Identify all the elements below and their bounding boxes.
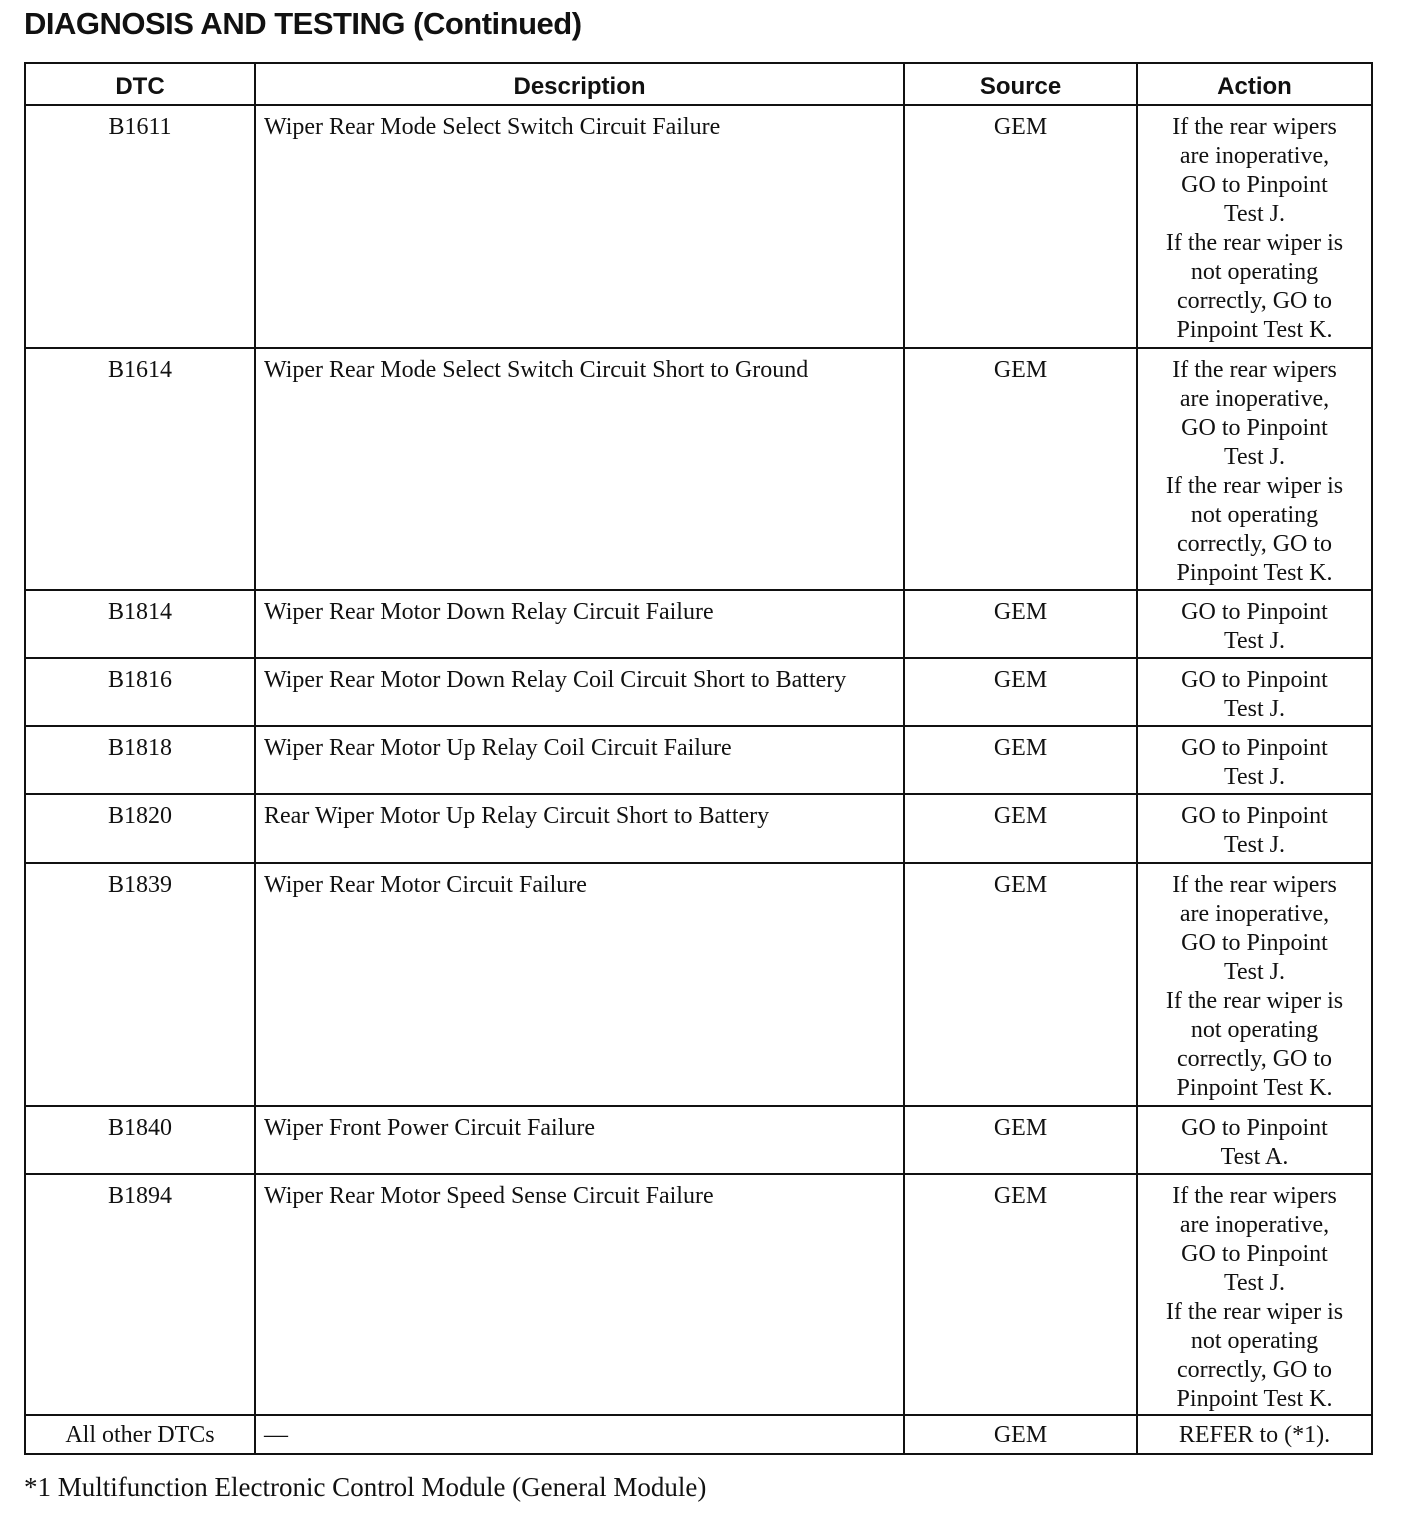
- dtc-action: [1137, 105, 1372, 348]
- action-line: Test J.: [1224, 201, 1285, 227]
- action-line: are inoperative,: [1179, 1212, 1330, 1238]
- action-line: correctly, GO to: [1176, 531, 1333, 557]
- dtc-source: GEM: [904, 1174, 1137, 1415]
- dtc-action: [1137, 1106, 1372, 1174]
- action-line: GO to Pinpoint: [1181, 415, 1328, 441]
- dtc-code: B1840: [25, 1106, 255, 1174]
- action-line: Test J.: [1224, 696, 1285, 722]
- action-line: not operating: [1190, 1017, 1319, 1043]
- dtc-source: GEM: [904, 863, 1137, 1106]
- table-row: [25, 348, 1372, 590]
- table-row: [25, 726, 1372, 794]
- action-line: Test J.: [1224, 959, 1285, 985]
- action-line: Test J.: [1224, 832, 1285, 858]
- header-dtc: DTC: [25, 63, 255, 105]
- header-action: Action: [1137, 63, 1372, 105]
- action-line: Pinpoint Test K.: [1176, 1386, 1333, 1412]
- dtc-description: Wiper Rear Motor Down Relay Circuit Failure: [255, 590, 904, 658]
- action-line: If the rear wipers: [1172, 1183, 1337, 1209]
- dtc-description: Wiper Rear Mode Select Switch Circuit Short to Ground: [255, 348, 904, 590]
- action-line: GO to Pinpoint: [1181, 667, 1328, 693]
- table-row: [25, 590, 1372, 658]
- dtc-code: B1839: [25, 863, 255, 1106]
- action-line: Test J.: [1224, 628, 1285, 654]
- action-line: If the rear wipers: [1172, 114, 1337, 140]
- action-line: correctly, GO to: [1176, 1357, 1333, 1383]
- action-line: GO to Pinpoint: [1181, 599, 1328, 625]
- dtc-action: [1137, 590, 1372, 658]
- dtc-description: Rear Wiper Motor Up Relay Circuit Short to Battery: [255, 794, 904, 863]
- action-line: Test A.: [1220, 1144, 1289, 1170]
- action-line: GO to Pinpoint: [1181, 1241, 1328, 1267]
- dtc-source: GEM: [904, 348, 1137, 590]
- footnote: *1 Multifunction Electronic Control Module (General Module): [24, 1472, 707, 1502]
- action-line: not operating: [1190, 259, 1319, 285]
- action-line: Test J.: [1224, 764, 1285, 790]
- table-row: [25, 863, 1372, 1106]
- dtc-table: [24, 62, 1373, 1455]
- dtc-action: [1137, 794, 1372, 863]
- dtc-source: GEM: [904, 1106, 1137, 1174]
- action-line: Pinpoint Test K.: [1176, 1075, 1333, 1101]
- action-line: are inoperative,: [1179, 386, 1330, 412]
- action-line: GO to Pinpoint: [1181, 1115, 1328, 1141]
- action-line: Test J.: [1224, 1270, 1285, 1296]
- table-row: [25, 1106, 1372, 1174]
- dtc-code: B1820: [25, 794, 255, 863]
- table-header-row: [25, 63, 1372, 105]
- dtc-source: GEM: [904, 726, 1137, 794]
- dtc-action: [1137, 726, 1372, 794]
- dtc-code: B1816: [25, 658, 255, 726]
- action-line: GO to Pinpoint: [1181, 735, 1328, 761]
- dtc-description: Wiper Rear Motor Speed Sense Circuit Failure: [255, 1174, 904, 1415]
- dtc-description: Wiper Rear Mode Select Switch Circuit Failure: [255, 105, 904, 348]
- dtc-source: GEM: [904, 1415, 1137, 1454]
- table-row: [25, 1174, 1372, 1415]
- dtc-action: [1137, 1415, 1372, 1454]
- table-row: [25, 658, 1372, 726]
- action-line: not operating: [1190, 502, 1319, 528]
- table-body: [25, 105, 1372, 1454]
- dtc-source: GEM: [904, 658, 1137, 726]
- table-row: [25, 1415, 1372, 1454]
- action-line: GO to Pinpoint: [1181, 172, 1328, 198]
- action-line: are inoperative,: [1179, 901, 1330, 927]
- dtc-source: GEM: [904, 105, 1137, 348]
- dtc-source: GEM: [904, 794, 1137, 863]
- dtc-code: B1814: [25, 590, 255, 658]
- action-line: If the rear wiper is: [1165, 988, 1344, 1014]
- dtc-code: B1894: [25, 1174, 255, 1415]
- action-line: GO to Pinpoint: [1181, 803, 1328, 829]
- dtc-action: [1137, 658, 1372, 726]
- table-row: [25, 794, 1372, 863]
- dtc-action: [1137, 863, 1372, 1106]
- dtc-code: All other DTCs: [25, 1415, 255, 1454]
- action-line: GO to Pinpoint: [1181, 930, 1328, 956]
- dtc-code: B1818: [25, 726, 255, 794]
- dtc-description: —: [255, 1415, 904, 1454]
- action-line: If the rear wiper is: [1165, 230, 1344, 256]
- dtc-description: Wiper Rear Motor Circuit Failure: [255, 863, 904, 1106]
- action-line: correctly, GO to: [1176, 1046, 1333, 1072]
- action-line: Pinpoint Test K.: [1176, 317, 1333, 343]
- header-source: Source: [904, 63, 1137, 105]
- action-line: REFER to (*1).: [1178, 1422, 1331, 1448]
- action-line: If the rear wiper is: [1165, 473, 1344, 499]
- table-row: [25, 105, 1372, 348]
- action-line: If the rear wipers: [1172, 872, 1337, 898]
- dtc-description: Wiper Rear Motor Up Relay Coil Circuit Failure: [255, 726, 904, 794]
- dtc-action: [1137, 348, 1372, 590]
- action-line: correctly, GO to: [1176, 288, 1333, 314]
- action-line: If the rear wiper is: [1165, 1299, 1344, 1325]
- dtc-description: Wiper Rear Motor Down Relay Coil Circuit Short to Battery: [255, 658, 904, 726]
- page-title: DIAGNOSIS AND TESTING (Continued): [24, 6, 582, 41]
- dtc-description: Wiper Front Power Circuit Failure: [255, 1106, 904, 1174]
- dtc-source: GEM: [904, 590, 1137, 658]
- action-line: Test J.: [1224, 444, 1285, 470]
- dtc-code: B1614: [25, 348, 255, 590]
- action-line: If the rear wipers: [1172, 357, 1337, 383]
- action-line: Pinpoint Test K.: [1176, 560, 1333, 586]
- dtc-action: [1137, 1174, 1372, 1415]
- dtc-code: B1611: [25, 105, 255, 348]
- header-description: Description: [255, 63, 904, 105]
- action-line: are inoperative,: [1179, 143, 1330, 169]
- action-line: not operating: [1190, 1328, 1319, 1354]
